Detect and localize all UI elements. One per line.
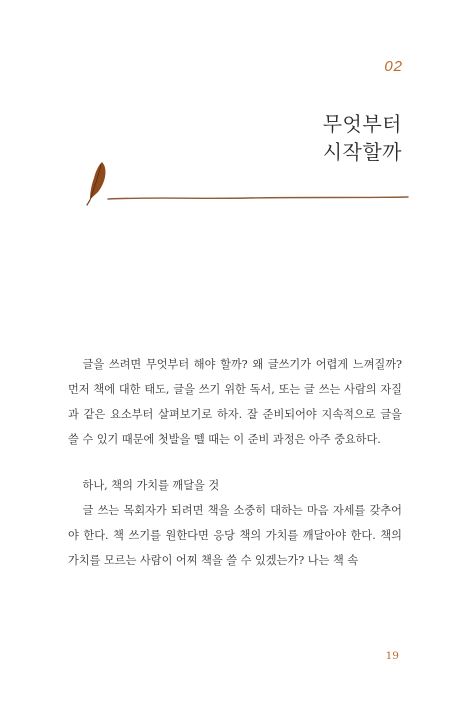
title-rule-ornament (78, 158, 410, 208)
chapter-title-line-1: 무엇부터 (322, 112, 402, 136)
brush-line (108, 197, 408, 199)
chapter-title-line-2: 시작할까 (322, 140, 402, 164)
chapter-number: 02 (384, 58, 403, 75)
feather-quill-icon (87, 162, 105, 205)
body-paragraph-2: 글 쓰는 목회자가 되려면 책을 소중히 대하는 마음 자세를 갖추어야 한다. 책 쓰기를 원한다면 응당 책의 가치를 깨달아야 한다. 책의 가치를 모르는 사람이 어찌 책을 쓸 수 있겠는가? 나는 책 속 (68, 504, 402, 567)
body-paragraph-1: 글을 쓰려면 무엇부터 해야 할까? 왜 글쓰기가 어렵게 느껴질까? 먼저 책에 대한 태도, 글을 쓰기 위한 독서, 또는 글 쓰는 사람의 자질과 같은 요소부터 살펴보기로 하자. 잘 준비되어야 지속적으로 글을 쓸 수 있기 때문에 첫발을 뗄 때는 이 준비 과정은 아주 중요하다. (68, 358, 402, 446)
section-subheading: 하나, 책의 가치를 깨달을 것 (82, 479, 220, 492)
body-text (68, 352, 402, 573)
page-number: 19 (385, 650, 399, 662)
